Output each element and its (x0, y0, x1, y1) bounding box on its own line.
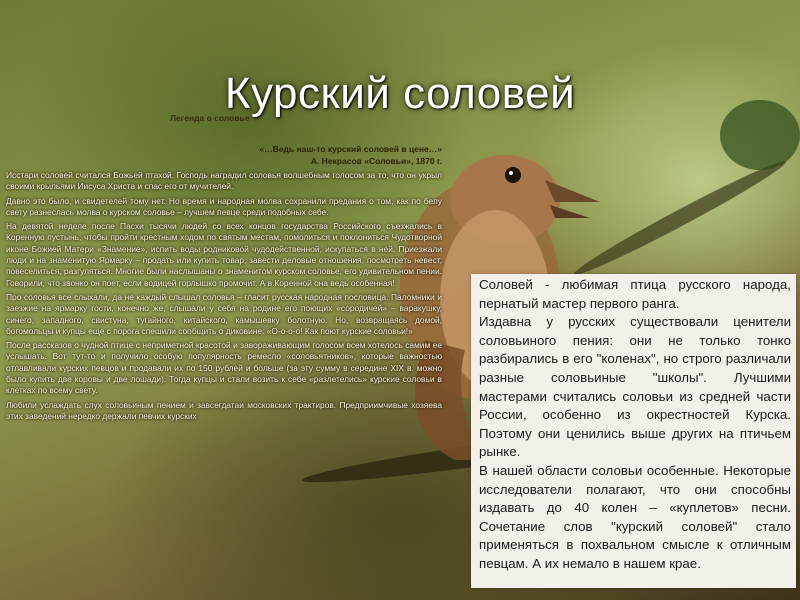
legend-paragraph: После рассказов о чудной птице с неприметной красотой и завораживающим голосом всем хотелось самим ее услышать. Вот тут-то и получило особую популярность ремесло «соловьятников», которые важностью отлавливали курских певцов и продавали их по 150 рублей и больше (за эту сумму в середине XIX в. можно было купить две коровы и две лошади). Тогда купцы и стали возить к себе «разлетелись» курские соловьи в клетках по всему свету. (6, 340, 442, 396)
legend-paragraph: Любили услаждать слух соловьиным пением и завсегдатаи московских трактиров. Предприимчивые хозяева этих заведений нередко держали певчих курских (6, 399, 442, 421)
legend-heading: Легенда о соловье (170, 113, 250, 123)
epigraph (160, 143, 442, 167)
info-panel (471, 274, 796, 588)
epigraph-quote: «…Ведь наш-то курский соловей в цене…» (259, 144, 442, 154)
legend-paragraph: На девятой неделе после Пасхи тысячи людей со всех концов государства Российского съезжались в Коренную пустынь, чтобы пройти крестным ходом по святым местам, помолиться и поклониться Чудотворной иконе Божией Матери «Знамение», испить воды родниковой чудодейственной, искупаться в ней. Приезжали люди и на знаменитую Ярмарку – продать или купить товар, завести деловые отношения, посмотреть невест, повеселиться, разгуляться. Многие были наслышаны о знаменитом курском соловье, его удивительном пении. Говорили, что звонко он поет, если водицей горлышко промочит. А в Коренной она ведь особенная! (6, 221, 442, 288)
info-paragraph: В нашей области соловьи особенные. Некоторые исследователи полагают, что они способны издавать до 40 колен – «куплетов» песни. Сочетание слов "курский соловей" стало применяться в похвальном смысле к отличным певцам. А их немало в нашем крае. (479, 462, 791, 571)
legend-text (6, 170, 442, 425)
epigraph-source: А. Некрасов «Соловьи», 1870 г. (310, 156, 442, 166)
info-paragraph: Соловей - любимая птица русского народа, пернатый мастер первого ранга. (479, 277, 791, 311)
info-paragraph: Издавна у русских существовали ценители соловьиного пения: они не только тонко разбирались в его "коленах", но строго различали разные соловьиные "школы". Лучшими мастерами считались соловьи из средней части России, особенно из окрестностей Курска. Поэтому они ценились выше других на птичьем рынке. (479, 314, 791, 460)
legend-paragraph: Про соловья все слыхали, да не каждый слышал соловья – гласит русская народная пословица. Паломники и заезжие на ярмарку гости, конечно же, слышали у себя на родине его поющих «сородичей» – варакушку, синего, западного, свистуна, тугайного, китайского, камышевку болотную. Но, возвращаясь домой, богомольцы и купцы еще с порога спешили сообщить о диковине: «О-о-о-о! Как поют курские соловьи!» (6, 291, 442, 336)
legend-paragraph: Давно это было, и свидетелей тому нет. Но время и народная молва сохранили предания о том, как по белу свету разнеслась молва о курском соловье – лучшем певце среди подобных себе. (6, 195, 442, 217)
info-panel-text (479, 276, 791, 574)
legend-paragraph: Исстари соловей считался Божьей птахой. Господь наградил соловья волшебным голосом за то, что он укрыл своими крыльями Иисуса Христа и спас его от мучителей. (6, 170, 442, 192)
slide-title: Курский соловей (224, 69, 576, 119)
